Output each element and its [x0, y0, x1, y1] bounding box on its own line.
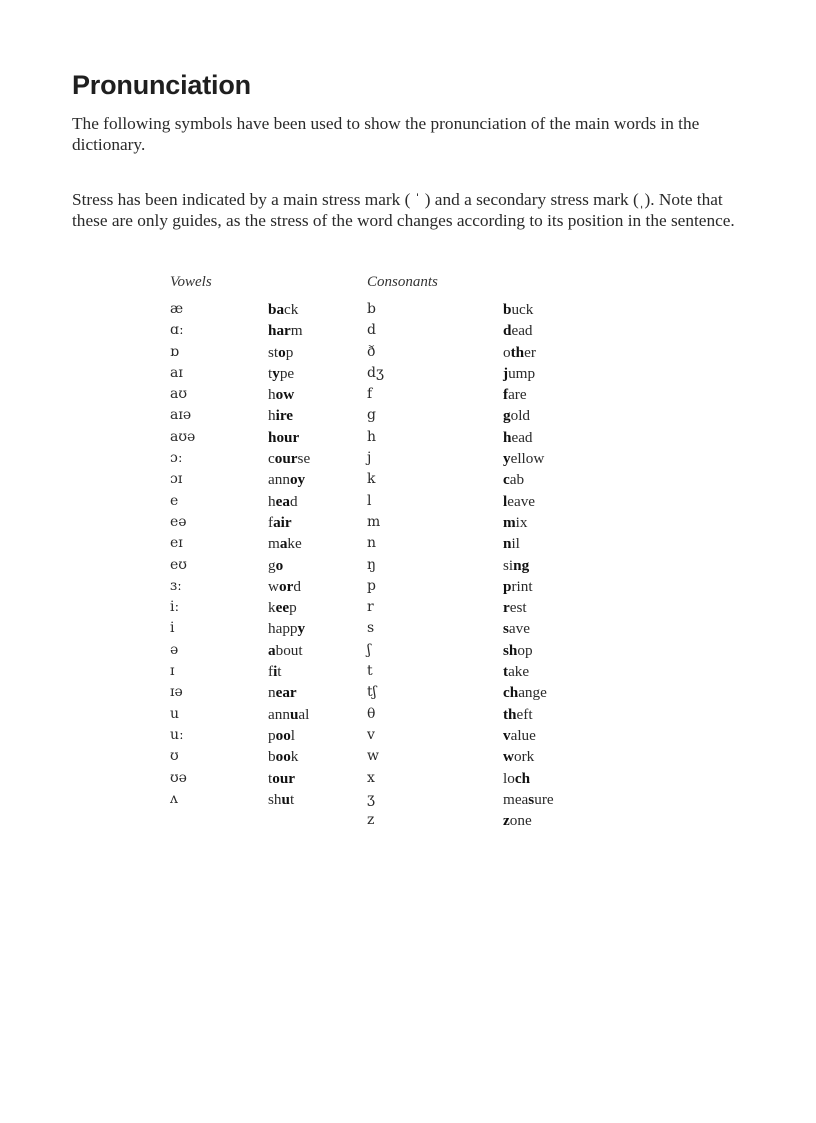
vowel-symbol: ɔː	[170, 450, 183, 467]
vowel-example-word: tour	[268, 769, 296, 787]
vowel-example-word: annual	[268, 705, 310, 723]
consonant-example-word: mix	[503, 513, 528, 531]
vowel-symbol: æ	[170, 301, 184, 317]
vowel-symbol: ʊ	[170, 748, 179, 765]
vowel-example-word: near	[268, 684, 297, 702]
vowel-example-word: make	[268, 535, 302, 553]
vowel-symbol: e	[170, 492, 179, 509]
consonant-symbol: m	[367, 513, 381, 530]
vowel-example-word: word	[268, 577, 301, 595]
consonant-example-word: gold	[503, 407, 531, 425]
consonant-example-word: theft	[503, 705, 533, 723]
vowel-symbol: uː	[170, 726, 184, 743]
consonant-symbol: ʃ	[367, 641, 371, 658]
vowel-example-word: shut	[268, 790, 295, 808]
stress-paragraph: Stress has been indicated by a main stress mark ( ˈ ) and a secondary stress mark (ˌ). Note that these are only guides, as the stress of the word changes according to its position in the sentence.	[72, 190, 735, 230]
vowel-symbol: i	[170, 620, 175, 637]
consonant-symbol: x	[367, 769, 375, 786]
vowel-example-word: fair	[268, 513, 292, 531]
consonant-example-word: buck	[503, 301, 534, 318]
consonant-example-word: work	[503, 748, 535, 766]
vowel-symbol: ɒ	[170, 343, 179, 360]
vowel-symbol: aɪə	[170, 407, 192, 424]
consonant-symbol: p	[367, 577, 376, 594]
vowel-example-word: happy	[268, 620, 306, 638]
vowel-example-word: harm	[268, 322, 303, 340]
vowel-example-word: head	[268, 492, 298, 510]
vowel-symbol: ɪ	[170, 663, 175, 680]
intro-paragraph: The following symbols have been used to show the pronunciation of the main words in the dictionary.	[72, 114, 700, 154]
vowel-example-word: hire	[268, 407, 294, 425]
consonant-symbol: l	[367, 492, 372, 509]
consonant-example-word: take	[503, 663, 530, 681]
vowel-example-word: stop	[268, 343, 294, 361]
consonant-example-word: save	[503, 620, 530, 638]
vowel-example-word: how	[268, 386, 295, 404]
vowel-example-word: hour	[268, 428, 300, 446]
vowel-symbol: ɪə	[170, 684, 183, 701]
vowel-symbol: ʊə	[170, 769, 187, 786]
vowel-symbol: aʊ	[170, 386, 188, 403]
vowel-symbol: ɜː	[170, 577, 182, 594]
consonant-example-word: loch	[503, 769, 531, 787]
vowel-symbol: iː	[170, 599, 180, 616]
consonant-example-word: jump	[503, 364, 536, 382]
consonant-example-word: print	[503, 577, 533, 595]
vowel-symbol: ʌ	[170, 790, 178, 807]
consonant-symbol: t	[367, 663, 373, 680]
vowel-example-word: about	[268, 641, 303, 659]
consonant-example-word: fare	[503, 386, 527, 404]
consonant-symbol: w	[367, 748, 379, 765]
consonant-symbol: f	[367, 386, 373, 403]
vowel-symbol: ɑː	[170, 322, 184, 339]
consonant-example-word: sing	[503, 556, 530, 574]
vowels-heading: Vowels	[170, 274, 212, 290]
consonant-example-word: rest	[503, 599, 527, 617]
consonant-symbol: g	[367, 407, 376, 424]
consonant-symbol: n	[367, 535, 377, 552]
vowel-example-word: pool	[268, 726, 296, 744]
consonant-symbol: tʃ	[367, 684, 377, 701]
consonant-example-word: cab	[503, 471, 525, 489]
consonant-symbol: z	[367, 812, 375, 829]
consonant-example-column	[503, 299, 554, 831]
consonant-example-word: other	[503, 343, 536, 361]
vowel-symbol: aɪ	[170, 364, 183, 381]
consonant-symbol: s	[367, 620, 375, 637]
consonant-example-word: nil	[503, 535, 520, 553]
consonant-example-word: yellow	[503, 450, 545, 468]
vowel-symbol: u	[170, 705, 180, 722]
consonant-symbol: v	[367, 726, 375, 743]
consonant-example-word: zone	[503, 812, 532, 830]
vowel-example-column	[268, 299, 310, 810]
consonant-example-word: head	[503, 428, 533, 446]
consonant-symbol: ʒ	[367, 790, 375, 807]
vowel-symbol: aʊə	[170, 428, 196, 445]
consonant-example-word: change	[503, 684, 547, 702]
consonant-symbol: d	[367, 322, 376, 339]
vowel-example-word: keep	[268, 599, 297, 617]
consonant-symbol: k	[367, 471, 376, 488]
vowel-example-word: back	[268, 301, 299, 318]
consonant-example-word: dead	[503, 322, 533, 340]
consonant-example-word: value	[503, 726, 536, 744]
consonant-symbol: dʒ	[367, 364, 384, 381]
vowel-symbol-column	[170, 299, 195, 810]
consonant-example-word: leave	[503, 492, 536, 510]
vowel-example-word: type	[268, 364, 295, 382]
consonant-symbol: θ	[367, 705, 376, 722]
consonant-symbol: h	[367, 428, 377, 445]
consonant-symbol-column	[367, 299, 384, 831]
vowel-symbol: eə	[170, 513, 187, 530]
consonant-symbol: r	[367, 599, 374, 616]
vowel-symbol: eʊ	[170, 556, 187, 573]
consonant-symbol: ð	[367, 343, 376, 360]
vowel-symbol: ə	[170, 641, 179, 658]
consonant-symbol: b	[367, 301, 376, 317]
page-title: Pronunciation	[72, 70, 251, 100]
consonant-example-word: measure	[503, 790, 554, 808]
consonant-symbol: j	[367, 450, 372, 467]
consonant-example-word: shop	[503, 641, 533, 659]
vowel-example-word: go	[268, 556, 284, 574]
vowel-symbol: ɔɪ	[170, 471, 183, 488]
vowel-example-word: book	[268, 748, 299, 766]
vowel-example-word: course	[268, 450, 311, 468]
consonant-symbol: ŋ	[367, 556, 377, 573]
vowel-example-word: fit	[268, 663, 282, 681]
vowel-example-word: annoy	[268, 471, 306, 489]
vowel-symbol: eɪ	[170, 535, 183, 552]
consonants-heading: Consonants	[367, 274, 438, 290]
